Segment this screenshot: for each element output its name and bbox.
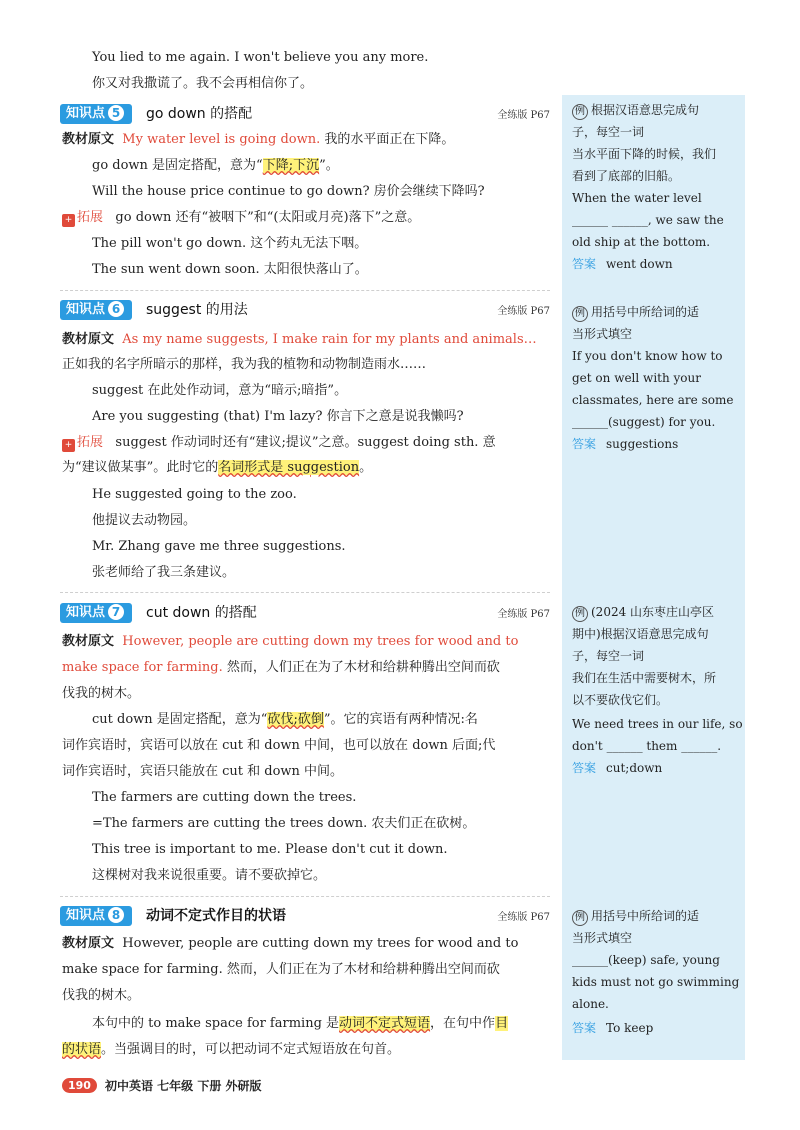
s5-extend-line: + 拓展 go down 还有“被咽下”和“(太阳或月亮)落下”之意。 xyxy=(62,208,420,228)
answer-label: 答案 xyxy=(572,437,597,451)
s7-textbook-line: 教材原文 However, people are cutting down my trees for wood and to xyxy=(62,634,519,649)
answer-label: 答案 xyxy=(572,1021,597,1035)
s5-line-2: go down 是固定搭配，意为“下降;下沉”。 xyxy=(92,158,339,173)
top-line-1: You lied to me again. I won't believe you any more. xyxy=(92,50,429,65)
s7-line-5: 词作宾语时，宾语可以放在 cut 和 down 中间，也可以放在 down 后面;代 xyxy=(62,738,496,753)
section-6-header xyxy=(60,300,550,322)
reference-label: 全练版 P67 xyxy=(497,110,550,121)
example-icon: 例 xyxy=(572,104,588,120)
knowledge-point-badge: 知识点 7 xyxy=(60,603,132,623)
s5-line-6: The sun went down soon. 太阳很快落山了。 xyxy=(92,262,368,277)
example-icon: 例 xyxy=(572,910,588,926)
s6-textbook-line: 教材原文 As my name suggests, I make rain for my plants and animals… xyxy=(62,332,537,347)
s7-line-9: This tree is important to me. Please don't cut it down. xyxy=(92,842,448,857)
knowledge-point-badge: 知识点 5 xyxy=(60,104,132,124)
s7-line-6: 词作宾语时，宾语只能放在 cut 和 down 中间。 xyxy=(62,764,344,779)
s6-line-8: 他提议去动物园。 xyxy=(92,513,197,528)
s6-line-7: He suggested going to the zoo. xyxy=(92,487,297,502)
example-icon: 例 xyxy=(572,306,588,322)
s7-line-7: The farmers are cutting down the trees. xyxy=(92,790,357,805)
extend-icon: + xyxy=(62,214,75,227)
extend-icon: + xyxy=(62,439,75,452)
s5-line-5: The pill won't go down. 这个药丸无法下咽。 xyxy=(92,236,368,251)
s8-textbook-line: 教材原文 However, people are cutting down my trees for wood and to xyxy=(62,936,519,951)
s6-line-6: 为“建议做某事”。此时它的名词形式是 suggestion。 xyxy=(62,460,373,475)
s6-extend-line: + 拓展 suggest 作动词时还有“建议;提议”之意。suggest doing sth. 意 xyxy=(62,433,496,453)
s6-line-2: 正如我的名字所暗示的那样，我为我的植物和动物制造雨水…… xyxy=(62,357,427,372)
answer-label: 答案 xyxy=(572,761,597,775)
section-title: 动词不定式作目的状语 xyxy=(146,908,286,924)
divider xyxy=(60,290,550,291)
s7-line-3: 伐我的树木。 xyxy=(62,686,141,701)
s6-line-4: Are you suggesting (that) I'm lazy? 你言下之意是说我懒吗? xyxy=(92,409,464,424)
section-8-header xyxy=(60,906,550,928)
footer-text: 初中英语 七年级 下册 外研版 xyxy=(105,1079,262,1093)
s8-line-4: 本句中的 to make space for farming 是动词不定式短语，在句中作目 xyxy=(92,1016,509,1031)
s6-line-9: Mr. Zhang gave me three suggestions. xyxy=(92,539,346,554)
s8-line-3: 伐我的树木。 xyxy=(62,988,141,1003)
section-7-header xyxy=(60,603,550,625)
s7-line-4: cut down 是固定搭配，意为“砍伐;砍倒”。它的宾语有两种情况:名 xyxy=(92,712,478,727)
section-title: cut down 的搭配 xyxy=(146,605,257,621)
divider xyxy=(60,896,550,897)
s5-line-3: Will the house price continue to go down? 房价会继续下降吗? xyxy=(92,184,485,199)
section-title: suggest 的用法 xyxy=(146,302,248,318)
page-number: 190 xyxy=(62,1078,97,1093)
section-5-header xyxy=(60,104,550,126)
divider xyxy=(60,592,550,593)
s7-line-8: =The farmers are cutting the trees down. 农夫们正在砍树。 xyxy=(92,816,476,831)
s8-line-5: 的状语。当强调目的时，可以把动词不定式短语放在句首。 xyxy=(62,1042,401,1057)
s6-line-3: suggest 在此处作动词，意为“暗示;暗指”。 xyxy=(92,383,348,398)
knowledge-point-badge: 知识点 8 xyxy=(60,906,132,926)
s7-line-10: 这棵树对我来说很重要。请不要砍掉它。 xyxy=(92,868,327,883)
example-sidebar: 例 根据汉语意思完成句 子，每空一词 当水平面下降的时候，我们 看到了底部的旧船。 When the water level ______ ______, we saw the old ship at the bottom. 答案 went down 例 用括号中所给词的适 当形式填空 If you don't know how to get on well with your classmates, here are some ______(suggest) for you. 答案 suggestions 例 (2024 山东枣庄山亭区 期中)根据汉语意思完成句 子，每空一词 我们在生活中需要树木，所 以不要砍伐它们。 We need trees in our life, so don't ______ them ______. 答案 cut;down 例 用括号中所给词的适 当形式填空 ______(keep) safe, young kids must not go swimming alone. 答案 To keep xyxy=(562,95,745,1060)
example-icon: 例 xyxy=(572,606,588,622)
reference-label: 全练版 P67 xyxy=(497,609,550,620)
top-line-2: 你又对我撒谎了。我不会再相信你了。 xyxy=(92,76,314,91)
s7-line-2: make space for farming. 然而，人们正在为了木材和给耕种腾出空间而砍 xyxy=(62,660,500,675)
section-title: go down 的搭配 xyxy=(146,106,253,122)
s5-textbook-line: 教材原文 My water level is going down. 我的水平面正在下降。 xyxy=(62,132,455,147)
s8-line-2: make space for farming. 然而，人们正在为了木材和给耕种腾出空间而砍 xyxy=(62,962,500,977)
s6-line-10: 张老师给了我三条建议。 xyxy=(92,565,236,580)
answer-label: 答案 xyxy=(572,257,597,271)
knowledge-point-badge: 知识点 6 xyxy=(60,300,132,320)
reference-label: 全练版 P67 xyxy=(497,912,550,923)
reference-label: 全练版 P67 xyxy=(497,306,550,317)
